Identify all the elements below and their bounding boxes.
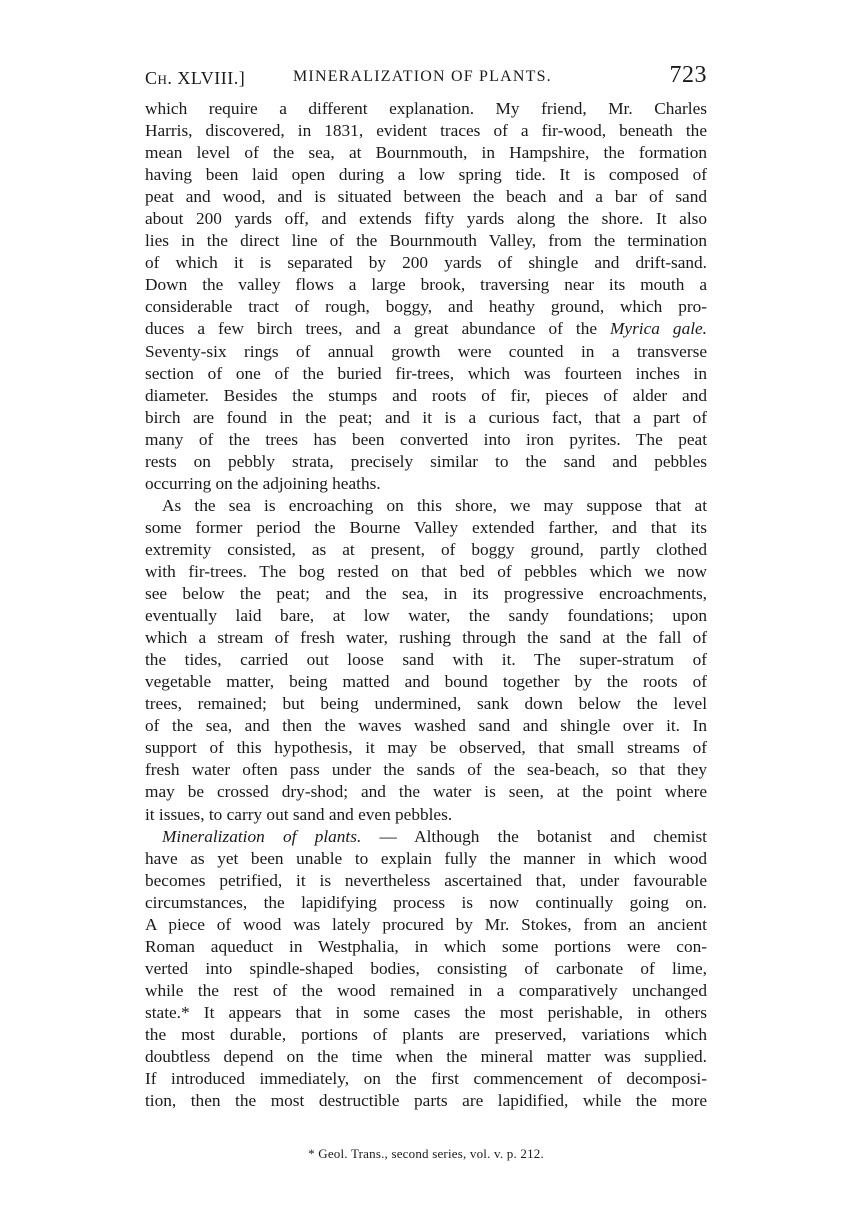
paragraph-line: tion, then the most destructible parts are lapidified, while the more bbox=[145, 1091, 707, 1111]
paragraph-1 bbox=[145, 98, 707, 495]
paragraph-line: support of this hypothesis, it may be observed, that small streams of bbox=[145, 738, 707, 758]
paragraph-line: considerable tract of rough, boggy, and heathy ground, which pro- bbox=[145, 297, 707, 317]
paragraph-line bbox=[145, 826, 707, 848]
paragraph-line: As the sea is encroaching on this shore, we may suppose that at bbox=[162, 495, 707, 515]
paragraph-line: the most durable, portions of plants are preserved, variations which bbox=[145, 1024, 707, 1044]
chapter-label: Ch. XLVIII.] bbox=[145, 68, 246, 88]
running-header bbox=[145, 64, 707, 98]
body-text bbox=[145, 98, 707, 1112]
paragraph-line: may be crossed dry-shod; and the water is seen, at the point where bbox=[145, 782, 707, 802]
paragraph-line: Down the valley flows a large brook, traversing near its mouth a bbox=[145, 275, 707, 295]
paragraph-line: of which it is separated by 200 yards of shingle and drift-sand. bbox=[145, 253, 707, 273]
paragraph-line: which a stream of fresh water, rushing through the sand at the fall of bbox=[145, 628, 707, 648]
paragraph-line: If introduced immediately, on the first commencement of decomposi- bbox=[145, 1069, 707, 1089]
paragraph-line: fresh water often pass under the sands of the sea-beach, so that they bbox=[145, 760, 707, 780]
paragraph-line-text: — Although the botanist and chemist bbox=[361, 826, 707, 846]
paragraph-line: peat and wood, and is situated between the beach and a bar of sand bbox=[145, 187, 707, 207]
section-heading: Mineralization of plants. bbox=[162, 826, 362, 846]
paragraph-line: Roman aqueduct in Westphalia, in which some portions were con- bbox=[145, 936, 707, 956]
paragraph-line: birch are found in the peat; and it is a curious fact, that a part of bbox=[145, 407, 707, 427]
paragraph-line: have as yet been unable to explain fully the manner in which wood bbox=[145, 848, 707, 868]
paragraph-line: Seventy-six rings of annual growth were counted in a transverse bbox=[145, 341, 707, 361]
paragraph-line: doubtless depend on the time when the mineral matter was supplied. bbox=[145, 1047, 707, 1067]
paragraph-line: becomes petrified, it is nevertheless ascertained that, under favourable bbox=[145, 870, 707, 890]
paragraph-line: of the sea, and then the waves washed sand and shingle over it. In bbox=[145, 716, 707, 736]
paragraph-line: rests on pebbly strata, precisely similar to the sand and pebbles bbox=[145, 451, 707, 471]
paragraph-line: many of the trees has been converted into iron pyrites. The peat bbox=[145, 429, 707, 449]
paragraph-line: occurring on the adjoining heaths. bbox=[145, 473, 381, 493]
paragraph-3 bbox=[145, 826, 707, 1113]
paragraph-2 bbox=[145, 495, 707, 826]
paragraph-line: with fir-trees. The bog rested on that bed of pebbles which we now bbox=[145, 561, 707, 581]
paragraph-line: diameter. Besides the stumps and roots of fir, pieces of alder and bbox=[145, 385, 707, 405]
paragraph-line: trees, remained; but being undermined, sank down below the level bbox=[145, 694, 707, 714]
paragraph-line: some former period the Bourne Valley extended farther, and that its bbox=[145, 517, 707, 537]
paragraph-line: Harris, discovered, in 1831, evident traces of a fir-wood, beneath the bbox=[145, 121, 707, 141]
paragraph-line: section of one of the buried fir-trees, which was fourteen inches in bbox=[145, 363, 707, 383]
paragraph-line: eventually laid bare, at low water, the sandy foundations; upon bbox=[145, 606, 707, 626]
page-title: MINERALIZATION OF PLANTS. bbox=[293, 68, 552, 85]
paragraph-line: lies in the direct line of the Bournmouth Valley, from the termination bbox=[145, 231, 707, 251]
paragraph-line: mean level of the sea, at Bournmouth, in Hampshire, the formation bbox=[145, 143, 707, 163]
paragraph-line: it issues, to carry out sand and even pebbles. bbox=[145, 804, 453, 824]
page-number: 723 bbox=[669, 62, 707, 88]
species-name: Myrica gale. bbox=[610, 319, 707, 339]
paragraph-line: verted into spindle-shaped bodies, consisting of carbonate of lime, bbox=[145, 958, 707, 978]
paragraph-line: having been laid open during a low spring tide. It is composed of bbox=[145, 165, 707, 185]
paragraph-line: the tides, carried out loose sand with it. The super-stratum of bbox=[145, 650, 707, 670]
paragraph-line: A piece of wood was lately procured by Mr. Stokes, from an ancient bbox=[145, 914, 707, 934]
paragraph-line: extremity consisted, as at present, of boggy ground, partly clothed bbox=[145, 539, 707, 559]
paragraph-line: about 200 yards off, and extends fifty yards along the shore. It also bbox=[145, 209, 707, 229]
paragraph-line: vegetable matter, being matted and bound together by the roots of bbox=[145, 672, 707, 692]
paragraph-line: duces a few birch trees, and a great abundance of the Myrica gale. bbox=[145, 319, 707, 339]
paragraph-line: see below the peat; and the sea, in its progressive encroachments, bbox=[145, 584, 707, 604]
footnote: * Geol. Trans., second series, vol. v. p. 212. bbox=[308, 1146, 544, 1161]
book-page bbox=[145, 62, 707, 1161]
paragraph-line: circumstances, the lapidifying process is now continually going on. bbox=[145, 892, 707, 912]
paragraph-line: state.* It appears that in some cases the most perishable, in others bbox=[145, 1002, 707, 1022]
paragraph-line: which require a different explanation. My friend, Mr. Charles bbox=[145, 99, 707, 118]
paragraph-line: while the rest of the wood remained in a comparatively unchanged bbox=[145, 980, 707, 1000]
